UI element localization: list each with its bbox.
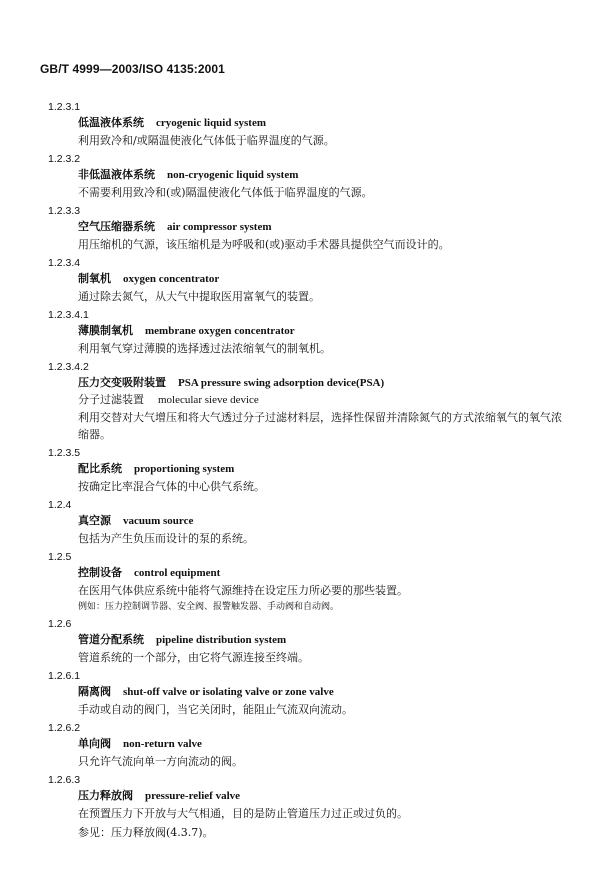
term-chinese: 控制设备 <box>78 566 122 579</box>
term-definition: 利用致冷和/或隔温使液化气体低于临界温度的气源。 <box>78 134 335 147</box>
term-definition: 不需要利用致冷和(或)隔温使液化气体低于临界温度的气源。 <box>78 186 373 199</box>
term-definition: 手动或自动的阀门，当它关闭时，能阻止气流双向流动。 <box>78 703 353 716</box>
term-english: non-cryogenic liquid system <box>167 169 299 181</box>
term-heading <box>78 324 568 338</box>
clause-number: 1.2.5 <box>48 551 72 563</box>
clause-number: 1.2.4 <box>48 499 72 511</box>
term-example-note: 例如：压力控制调节器、安全阀、报警触发器、手动阀和自动阀。 <box>78 602 340 612</box>
term-heading <box>78 514 568 528</box>
term-entry <box>48 310 568 357</box>
term-heading <box>78 566 568 580</box>
clause-number: 1.2.6.3 <box>48 774 81 786</box>
term-entry <box>48 206 568 253</box>
term-entry <box>48 500 568 547</box>
synonym-english: molecular sieve device <box>158 394 259 406</box>
term-chinese: 薄膜制氧机 <box>78 324 133 337</box>
term-chinese: 低温液体系统 <box>78 116 144 129</box>
term-list <box>48 97 568 841</box>
term-english: shut-off valve or isolating valve or zone valve <box>123 686 334 698</box>
clause-number: 1.2.3.4.2 <box>48 361 89 373</box>
term-definition: 按确定比率混合气体的中心供气系统。 <box>78 480 265 493</box>
term-entry <box>48 102 568 149</box>
term-heading <box>78 462 568 476</box>
term-heading <box>78 220 568 234</box>
term-english: air compressor system <box>167 221 272 233</box>
term-definition: 在医用气体供应系统中能将气源维持在设定压力所必要的那些装置。 <box>78 584 408 597</box>
term-english: PSA pressure swing adsorption device(PSA) <box>178 377 385 389</box>
term-chinese: 管道分配系统 <box>78 633 144 646</box>
term-heading <box>78 272 568 286</box>
clause-number: 1.2.6.2 <box>48 722 81 734</box>
term-chinese: 空气压缩器系统 <box>78 220 155 233</box>
term-heading <box>78 116 568 130</box>
term-chinese: 配比系统 <box>78 462 122 475</box>
term-english: proportioning system <box>134 463 235 475</box>
term-definition: 在预置压力下开放与大气相通，目的是防止管道压力过正或过负的。 <box>78 807 408 820</box>
term-english: cryogenic liquid system <box>156 117 266 129</box>
term-definition: 利用氧气穿过薄膜的选择透过法浓缩氧气的制氧机。 <box>78 342 331 355</box>
term-chinese: 隔离阀 <box>78 685 111 698</box>
term-heading <box>78 789 568 803</box>
term-definition: 管道系统的一个部分，由它将气源连接至终端。 <box>78 651 309 664</box>
clause-number: 1.2.3.4.1 <box>48 309 89 321</box>
term-entry <box>48 619 568 666</box>
clause-number: 1.2.3.1 <box>48 101 81 113</box>
term-english: control equipment <box>134 567 221 579</box>
term-synonym <box>78 393 568 407</box>
term-definition: 利用交替对大气增压和将大气透过分子过滤材料层，选择性保留并清除氮气的方式浓缩氧气的氧气浓缩器。 <box>78 411 562 441</box>
term-definition: 通过除去氮气，从大气中提取医用富氧气的装置。 <box>78 290 320 303</box>
term-entry <box>48 552 568 614</box>
term-english: oxygen concentrator <box>123 273 220 285</box>
term-chinese: 制氧机 <box>78 272 111 285</box>
term-heading <box>78 633 568 647</box>
clause-number: 1.2.3.5 <box>48 447 81 459</box>
term-definition: 包括为产生负压而设计的泵的系统。 <box>78 532 254 545</box>
term-heading <box>78 376 568 390</box>
clause-number: 1.2.6.1 <box>48 670 81 682</box>
term-chinese: 真空源 <box>78 514 111 527</box>
term-heading <box>78 737 568 751</box>
term-heading <box>78 168 568 182</box>
term-entry <box>48 775 568 841</box>
document-header: GB/T 4999—2003/ISO 4135:2001 <box>40 62 225 76</box>
term-english: membrane oxygen concentrator <box>145 325 295 337</box>
term-entry <box>48 258 568 305</box>
clause-number: 1.2.6 <box>48 618 72 630</box>
term-chinese: 非低温液体系统 <box>78 168 155 181</box>
see-also-reference: 参见：压力释放阀(4.3.7)。 <box>78 826 214 839</box>
term-english: non-return valve <box>123 738 202 750</box>
term-entry <box>48 154 568 201</box>
term-heading <box>78 685 568 699</box>
term-chinese: 压力释放阀 <box>78 789 133 802</box>
term-english: pressure-relief valve <box>145 790 241 802</box>
term-definition: 用压缩机的气源，该压缩机是为呼吸和(或)驱动手术器具提供空气而设计的。 <box>78 238 450 251</box>
term-chinese: 单向阀 <box>78 737 111 750</box>
synonym-chinese: 分子过滤装置 <box>78 393 144 406</box>
term-entry <box>48 362 568 443</box>
term-english: pipeline distribution system <box>156 634 287 646</box>
term-definition: 只允许气流向单一方向流动的阀。 <box>78 755 243 768</box>
term-english: vacuum source <box>123 515 194 527</box>
clause-number: 1.2.3.4 <box>48 257 81 269</box>
term-entry <box>48 671 568 718</box>
clause-number: 1.2.3.3 <box>48 205 81 217</box>
clause-number: 1.2.3.2 <box>48 153 81 165</box>
term-chinese: 压力交变吸附装置 <box>78 376 166 389</box>
term-entry <box>48 448 568 495</box>
term-entry <box>48 723 568 770</box>
